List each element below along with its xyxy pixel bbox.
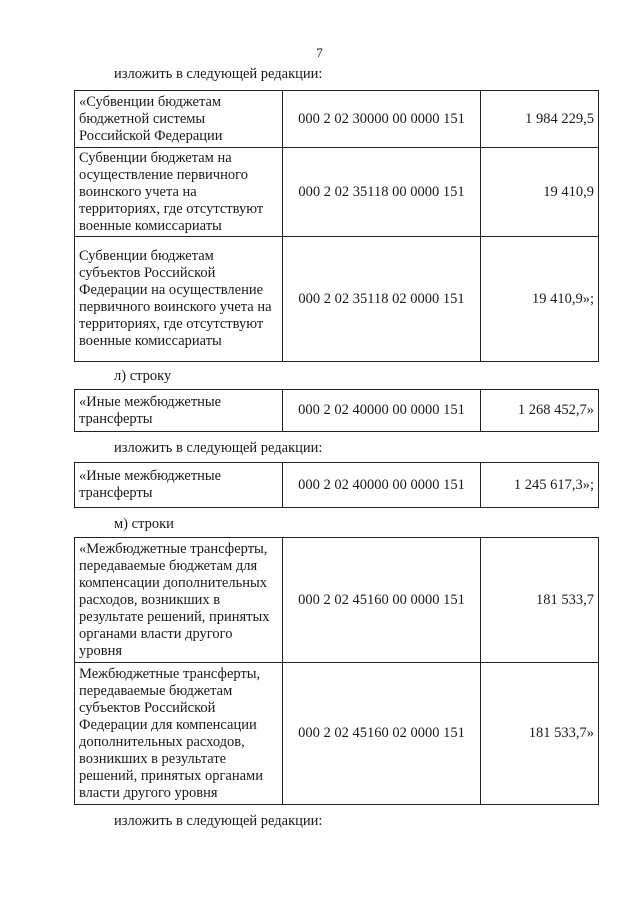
row-code: 000 2 02 40000 00 0000 151 (283, 463, 481, 508)
row-value: 1 245 617,3»; (481, 463, 599, 508)
row-name: Субвенции бюджетам на осуществление первичного воинского учета на территориях, где отсутствуют военные комиссариаты (75, 148, 283, 237)
table-row (75, 237, 599, 362)
row-name: Межбюджетные трансферты, передаваемые бюджетам субъектов Российской Федерации для компенсации дополнительных расходов, возникших в результате решений, принятых органами власти другого уровня (75, 663, 283, 805)
table-row (75, 148, 599, 237)
row-value: 1 984 229,5 (481, 91, 599, 148)
row-name: «Иные межбюджетные трансферты (75, 390, 283, 432)
paragraph-item-m: м) строки (114, 516, 174, 532)
row-name: «Субвенции бюджетам бюджетной системы Российской Федерации (75, 91, 283, 148)
paragraph-intro-1: изложить в следующей редакции: (114, 66, 323, 82)
row-name: «Иные межбюджетные трансферты (75, 463, 283, 508)
table-other-transfers-new (74, 462, 599, 508)
page-number: 7 (316, 45, 323, 60)
row-name: Субвенции бюджетам субъектов Российской Федерации на осуществление первичного воинского учета на территориях, где отсутствуют военные комиссариаты (75, 237, 283, 362)
row-code: 000 2 02 45160 02 0000 151 (283, 663, 481, 805)
paragraph-intro-2: изложить в следующей редакции: (114, 440, 323, 456)
row-code: 000 2 02 30000 00 0000 151 (283, 91, 481, 148)
row-value: 19 410,9»; (481, 237, 599, 362)
table-subventions (74, 90, 599, 362)
row-code: 000 2 02 35118 00 0000 151 (283, 148, 481, 237)
row-value: 1 268 452,7» (481, 390, 599, 432)
row-code: 000 2 02 35118 02 0000 151 (283, 237, 481, 362)
paragraph-item-l: л) строку (114, 368, 172, 384)
row-value: 181 533,7» (481, 663, 599, 805)
row-code: 000 2 02 45160 00 0000 151 (283, 538, 481, 663)
table-row (75, 663, 599, 805)
table-row (75, 91, 599, 148)
row-value: 19 410,9 (481, 148, 599, 237)
table-other-transfers-old (74, 389, 599, 432)
table-row (75, 463, 599, 508)
row-name: «Межбюджетные трансферты, передаваемые бюджетам для компенсации дополнительных расходов, возникших в результате решений, принятых органами власти другого уровня (75, 538, 283, 663)
paragraph-intro-3: изложить в следующей редакции: (114, 813, 323, 829)
table-row (75, 390, 599, 432)
table-row (75, 538, 599, 663)
row-value: 181 533,7 (481, 538, 599, 663)
table-compensation-transfers (74, 537, 599, 805)
row-code: 000 2 02 40000 00 0000 151 (283, 390, 481, 432)
